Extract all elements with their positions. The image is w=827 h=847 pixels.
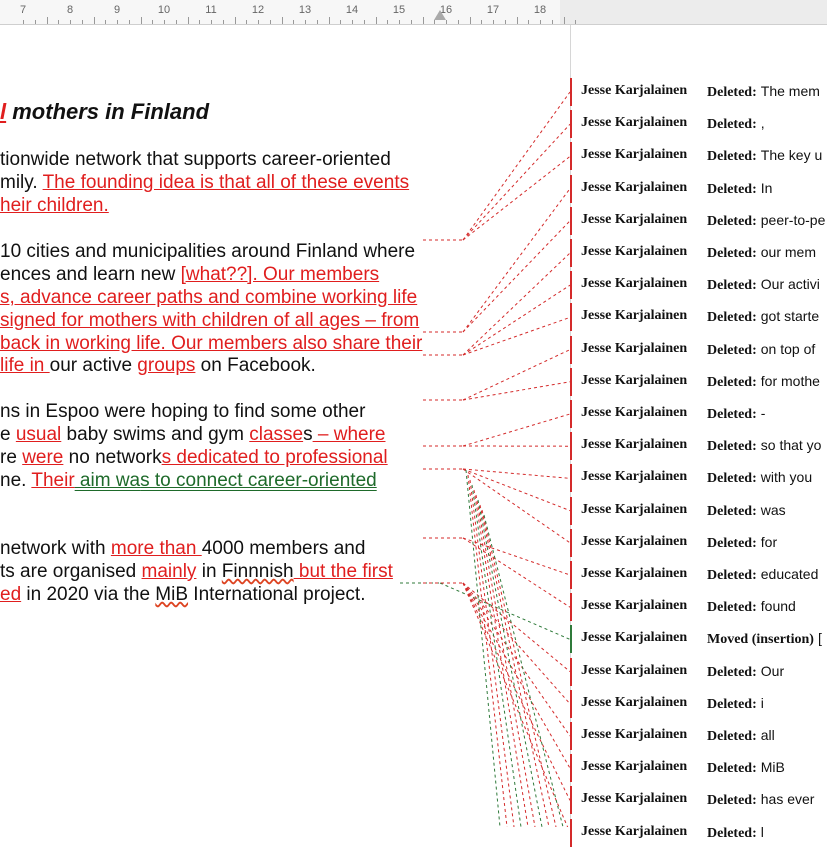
revision-bar [570,207,572,235]
inserted-text: l [0,99,6,124]
revision-text: The mem [761,83,820,99]
ruler-number: 9 [107,4,127,16]
ruler-number: 11 [201,4,221,16]
revision-author: Jesse Karjalainen [581,502,687,518]
revision-text: The key u [761,147,822,163]
para3-line2: e usual baby swims and gym classes – where [0,424,385,446]
revision-balloon[interactable] [570,303,827,331]
ruler-number: 10 [154,4,174,16]
ruler-tick [352,20,353,24]
para2-line3: s, advance career paths and combine working life [0,287,417,309]
revision-author: Jesse Karjalainen [581,663,687,679]
revision-type: Deleted: our mem [707,244,816,262]
revision-type: Deleted: has ever [707,791,814,809]
revision-author: Jesse Karjalainen [581,115,687,131]
para3-line3: re were no networks dedicated to professional [0,447,388,469]
revision-balloon[interactable] [570,464,827,492]
revision-text: for [761,534,777,550]
revision-author: Jesse Karjalainen [581,405,687,421]
para4-line3: ed in 2020 via the MiB International project. [0,584,365,606]
revision-text: with you [761,469,812,485]
ruler-tick [199,20,200,24]
revision-text: was [761,502,786,518]
revision-balloon[interactable] [570,593,827,621]
ruler-tick [376,17,377,24]
ruler-tick [399,20,400,24]
ruler-number: 13 [295,4,315,16]
ruler-number: 16 [436,4,456,16]
indent-marker[interactable] [434,10,446,20]
document-page[interactable] [0,25,570,827]
revision-bar [570,561,572,589]
ruler-tick [235,17,236,24]
revision-balloon[interactable] [570,110,827,138]
revision-bar [570,722,572,750]
revision-bar [570,110,572,138]
revision-author: Jesse Karjalainen [581,727,687,743]
revision-type: Deleted: - [707,405,765,423]
revision-text: found [761,598,796,614]
revision-type: Deleted: peer-to-pe [707,212,825,230]
revision-type: Deleted: for mothe [707,373,820,391]
revision-type: Deleted: all [707,727,775,745]
revision-type: Deleted: The key u [707,147,822,165]
ruler-number: 17 [483,4,503,16]
revision-type: Deleted: i [707,695,764,713]
ruler-number: 12 [248,4,268,16]
ruler-tick [517,17,518,24]
para2-line1: 10 cities and municipalities around Finland where [0,241,415,263]
revision-text: our mem [761,244,816,260]
ruler-number: 18 [530,4,550,16]
ruler-tick [528,20,529,24]
ruler-tick [94,17,95,24]
revision-text: MiB [761,759,785,775]
para2-line2: ences and learn new [what??]. Our members [0,264,379,286]
ruler-tick [282,17,283,24]
revision-bar [570,529,572,557]
revision-bar [570,786,572,814]
revision-text: Our activi [761,276,820,292]
ruler-tick [211,20,212,24]
revision-balloon[interactable] [570,722,827,750]
ruler-number: 14 [342,4,362,16]
para1-line3: heir children. [0,195,109,217]
revision-balloon[interactable] [570,690,827,718]
revision-balloon[interactable] [570,271,827,299]
revision-author: Jesse Karjalainen [581,147,687,163]
para1-line2: mily. The founding idea is that all of these events [0,172,409,194]
revision-bar [570,336,572,364]
revision-type: Deleted: In [707,180,772,198]
revision-bar [570,625,572,653]
revision-balloon[interactable] [570,754,827,782]
revision-text: [ [818,630,822,646]
ruler-tick [305,20,306,24]
revision-balloon[interactable] [570,529,827,557]
revision-author: Jesse Karjalainen [581,695,687,711]
ruler-tick [340,20,341,24]
ruler-tick [35,20,36,24]
revision-bar [570,271,572,299]
revision-balloon[interactable] [570,400,827,428]
ruler-tick [575,20,576,24]
revision-author: Jesse Karjalainen [581,759,687,775]
revision-bar [570,142,572,170]
ruler-tick [293,20,294,24]
ruler-tick [258,20,259,24]
ruler-tick [105,20,106,24]
revision-type: Deleted: found [707,598,796,616]
ruler-active-area [0,0,560,24]
revision-type: Deleted: for [707,534,777,552]
revision-author: Jesse Karjalainen [581,308,687,324]
ruler-tick [329,17,330,24]
ruler-tick [387,20,388,24]
ruler-tick [117,20,118,24]
para2-line5: back in working life. Our members also share their [0,333,422,355]
revision-author: Jesse Karjalainen [581,534,687,550]
document-heading: l mothers in Finland [0,99,209,125]
ruler-tick [23,20,24,24]
para4-line1: network with more than 4000 members and [0,538,365,560]
revision-author: Jesse Karjalainen [581,469,687,485]
revision-balloon[interactable] [570,336,827,364]
ruler-tick [317,20,318,24]
revision-author: Jesse Karjalainen [581,83,687,99]
revision-balloon[interactable] [570,497,827,525]
revision-author: Jesse Karjalainen [581,244,687,260]
ruler-tick [223,20,224,24]
revision-type: Deleted: on top of [707,341,815,359]
revision-author: Jesse Karjalainen [581,276,687,292]
ruler-tick [141,17,142,24]
revision-balloon[interactable] [570,175,827,203]
revision-text: - [761,405,766,421]
revision-text: has ever [761,791,815,807]
revision-text: i [761,695,764,711]
revision-bar [570,819,572,847]
revision-balloon[interactable] [570,432,827,460]
revision-author: Jesse Karjalainen [581,598,687,614]
revision-balloon[interactable] [570,78,827,106]
ruler-tick [176,20,177,24]
revision-bar [570,464,572,492]
revision-type: Deleted: Our [707,663,784,681]
revision-type: Deleted: with you [707,469,812,487]
revision-text: so that yo [761,437,822,453]
ruler-tick [564,17,565,24]
revision-type: Deleted: educated [707,566,818,584]
revision-bar [570,175,572,203]
revision-text: Our [761,663,784,679]
revision-author: Jesse Karjalainen [581,437,687,453]
ruler-tick [82,20,83,24]
revision-bar [570,303,572,331]
revision-author: Jesse Karjalainen [581,212,687,228]
revision-type: Deleted: got starte [707,308,819,326]
revision-text: educated [761,566,819,582]
revision-type: Deleted: MiB [707,759,785,777]
revision-author: Jesse Karjalainen [581,373,687,389]
ruler-number: 8 [60,4,80,16]
revision-bar [570,400,572,428]
ruler-tick [458,20,459,24]
ruler-tick [540,20,541,24]
ruler-tick [270,20,271,24]
ruler-tick [246,20,247,24]
ruler-tick [505,20,506,24]
ruler-tick [188,17,189,24]
revision-author: Jesse Karjalainen [581,566,687,582]
revision-bar [570,593,572,621]
revision-type: Deleted: so that yo [707,437,821,455]
revision-text: all [761,727,775,743]
revision-text: for mothe [761,373,820,389]
ruler-tick [164,20,165,24]
revision-author: Jesse Karjalainen [581,180,687,196]
revision-text: on top of [761,341,816,357]
ruler-tick [493,20,494,24]
revision-author: Jesse Karjalainen [581,630,687,646]
revision-bar [570,658,572,686]
revision-balloon[interactable] [570,819,827,847]
revision-balloon[interactable] [570,368,827,396]
revision-bar [570,432,572,460]
revision-bar [570,368,572,396]
ruler-tick [411,20,412,24]
revision-type: Deleted: was [707,502,786,520]
para2-line4: signed for mothers with children of all ages – from [0,310,419,332]
ruler-tick [446,20,447,24]
revision-text: l [761,824,764,840]
revision-bar [570,690,572,718]
ruler-tick [481,20,482,24]
ruler-tick [552,20,553,24]
ruler-tick [423,17,424,24]
para3-line4: ne. Their aim was to connect career-oriented [0,470,377,492]
ruler-tick [152,20,153,24]
revision-text: peer-to-pe [761,212,826,228]
revision-text: In [761,180,773,196]
revision-text: , [761,115,765,131]
revision-type: Deleted: The mem [707,83,820,101]
revision-balloon[interactable] [570,207,827,235]
horizontal-ruler[interactable] [0,0,827,25]
revision-bar [570,754,572,782]
ruler-tick [47,17,48,24]
revision-balloon[interactable] [570,239,827,267]
para2-line6: life in our active groups on Facebook. [0,355,316,377]
ruler-tick [434,20,435,24]
ruler-tick [70,20,71,24]
revision-author: Jesse Karjalainen [581,824,687,840]
revision-balloon[interactable] [570,658,827,686]
revision-balloon[interactable] [570,561,827,589]
revision-bar [570,497,572,525]
ruler-tick [470,17,471,24]
ruler-tick [129,20,130,24]
revision-author: Jesse Karjalainen [581,341,687,357]
revision-type: Deleted: , [707,115,765,133]
revision-type: Deleted: l [707,824,764,842]
revision-balloon[interactable] [570,142,827,170]
revision-balloon[interactable] [570,786,827,814]
ruler-number: 15 [389,4,409,16]
revision-bar [570,239,572,267]
revision-balloon[interactable] [570,625,827,653]
revision-type: Deleted: Our activi [707,276,820,294]
ruler-tick [364,20,365,24]
revision-text: got starte [761,308,819,324]
para1-line1: tionwide network that supports career-oriented [0,149,391,171]
revision-author: Jesse Karjalainen [581,791,687,807]
para4-line2: ts are organised mainly in Finnnish but the first [0,561,393,583]
revision-type: Moved (insertion) [ [707,630,822,648]
revision-bar [570,78,572,106]
para3-line1: ns in Espoo were hoping to find some other [0,401,365,423]
ruler-tick [58,20,59,24]
ruler-number: 7 [13,4,33,16]
